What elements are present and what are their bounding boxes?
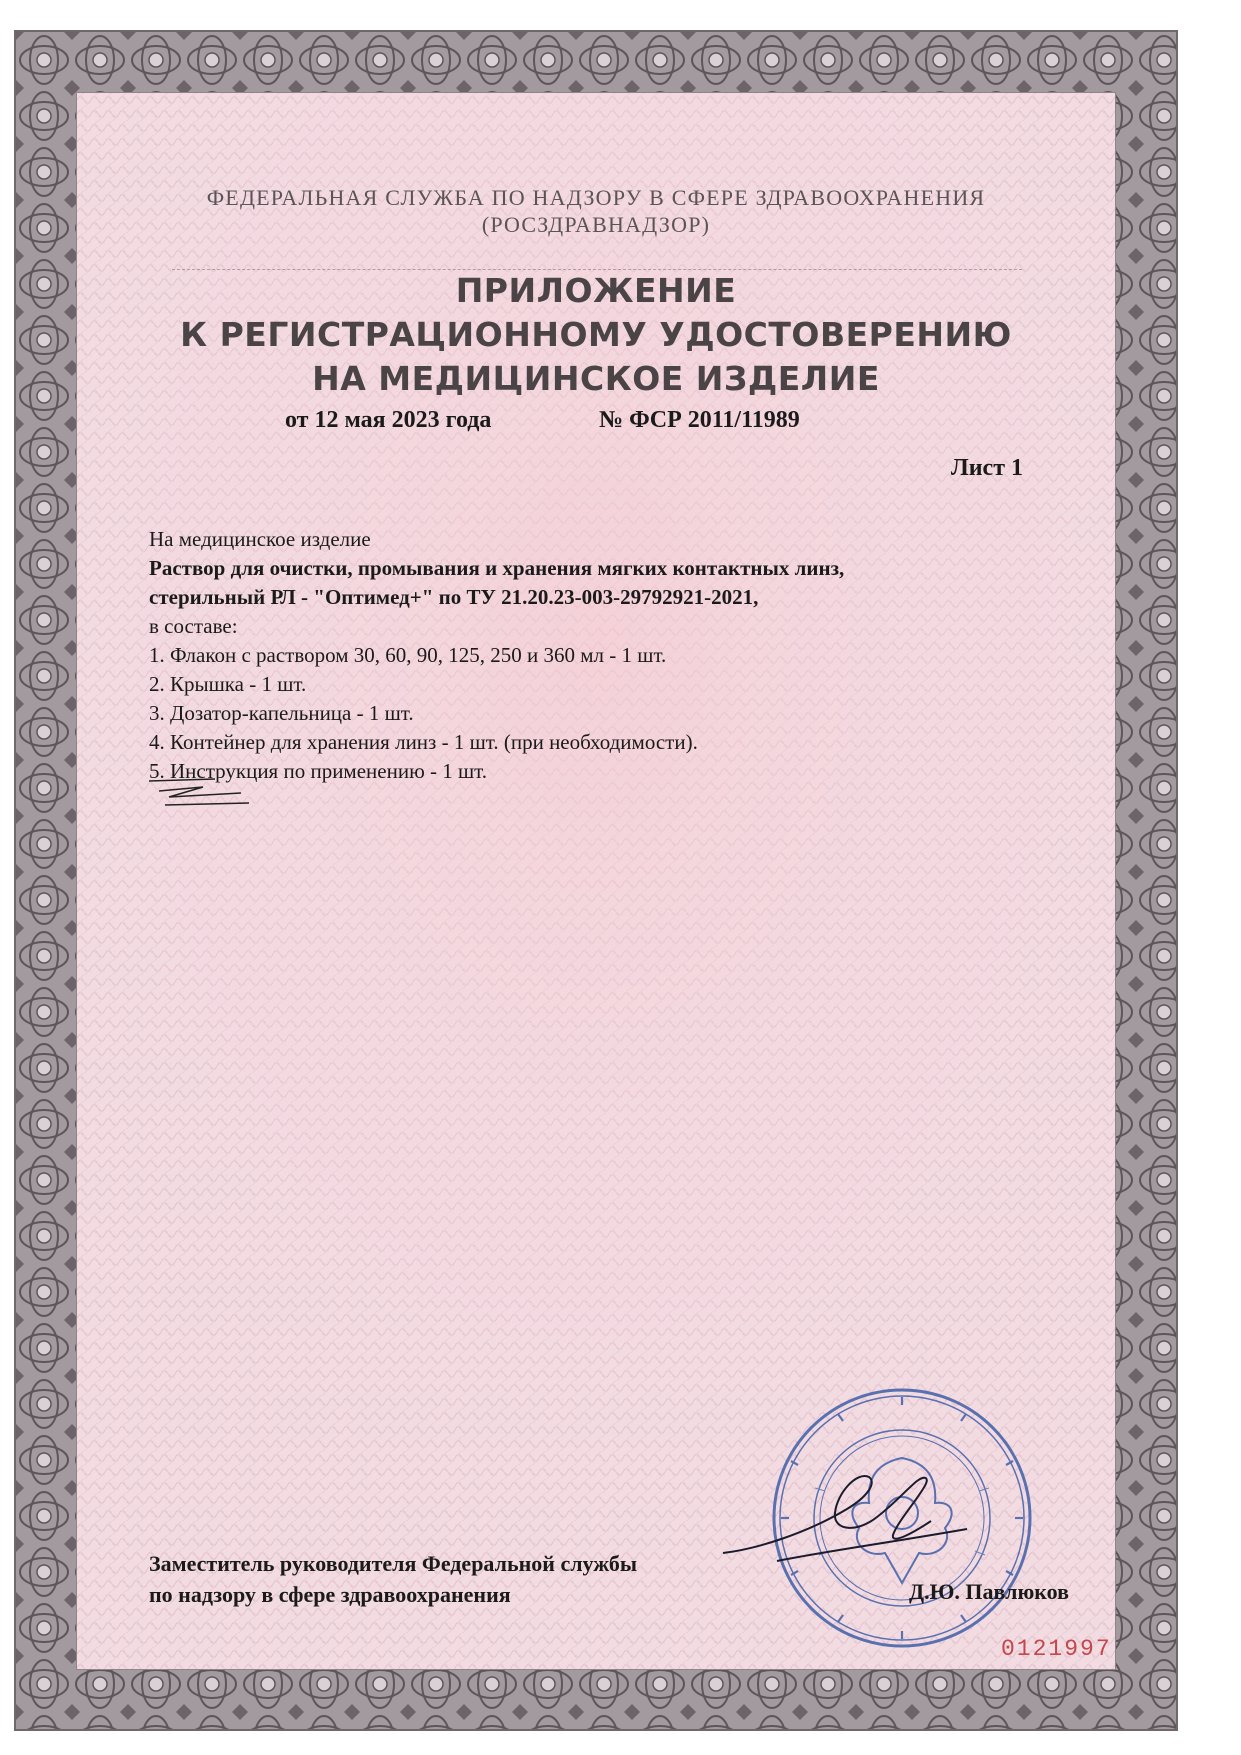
list-item: 3. Дозатор-капельница - 1 шт.	[149, 701, 414, 725]
number-prefix: №	[599, 407, 624, 433]
date-value: 12 мая 2023 года	[314, 407, 492, 433]
sheet-number: Лист 1	[950, 455, 1023, 481]
list-item: 5. Инструкция по применению - 1 шт.	[149, 759, 488, 783]
number-value: ФСР 2011/11989	[629, 407, 800, 433]
registration-number	[599, 407, 800, 434]
agency-abbreviation: (РОСЗДРАВНАДЗОР)	[481, 212, 711, 237]
signatory-position-line-2: по надзору в сфере здравоохранения	[149, 1582, 511, 1607]
product-name-line-1: Раствор для очистки, промывания и хранения мягких контактных линз,	[149, 556, 845, 580]
signatory-title	[149, 1548, 637, 1610]
intro-text: На медицинское изделие	[149, 527, 371, 551]
list-item: 1. Флакон с раствором 30, 60, 90, 125, 250 и 360 мл - 1 шт.	[149, 643, 667, 667]
agency-name: ФЕДЕРАЛЬНАЯ СЛУЖБА ПО НАДЗОРУ В СФЕРЕ ЗДРАВООХРАНЕНИЯ	[206, 185, 986, 210]
document-body	[149, 525, 1049, 786]
signatory-name: Д.Ю. Павлюков	[909, 1579, 1069, 1604]
signatory-position-line-1: Заместитель руководителя Федеральной службы	[149, 1551, 638, 1576]
date-prefix: от	[285, 407, 309, 433]
document-subtitle: К РЕГИСТРАЦИОННОМУ УДОСТОВЕРЕНИЮ	[180, 315, 1012, 354]
decorative-frame	[14, 30, 1178, 1731]
handwritten-signature	[717, 1453, 977, 1573]
composition-label: в составе:	[149, 614, 238, 638]
product-name-line-2: стерильный РЛ - "Оптимед+" по ТУ 21.20.23-003-29792921-2021,	[149, 585, 759, 609]
list-item: 4. Контейнер для хранения линз - 1 шт. (при необходимости).	[149, 730, 698, 754]
serial-number: 0121997	[1001, 1636, 1112, 1662]
list-item: 2. Крышка - 1 шт.	[149, 672, 307, 696]
header-divider	[172, 269, 1022, 270]
registration-date	[285, 407, 491, 434]
document-sheet	[76, 92, 1116, 1670]
document-subtitle-2: НА МЕДИЦИНСКОЕ ИЗДЕЛИЕ	[312, 359, 880, 398]
end-of-list-mark	[145, 773, 265, 813]
document-title: ПРИЛОЖЕНИЕ	[455, 271, 737, 310]
